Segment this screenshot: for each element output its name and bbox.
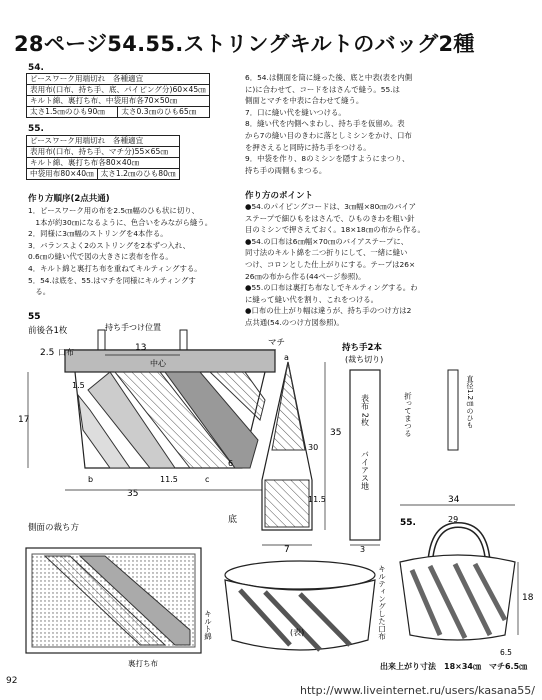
handles-text-1: 表布 2枚 — [360, 394, 370, 426]
order-line: 1本が約30㎝になるように、色合いをみながら縫う。 — [28, 217, 213, 227]
points-line: つけ、コロンとした仕上がりにする。テープは26× — [245, 259, 416, 269]
page-number: 92 — [6, 676, 18, 686]
dim-6: 6 — [228, 459, 234, 468]
handle-stub-right — [180, 330, 187, 350]
materials-54-table — [26, 73, 210, 118]
dim-17: 17 — [18, 415, 30, 425]
materials-55-row: ピースワーク用端切れ 各種適宜 — [27, 136, 180, 147]
order-line: 8．縫い代を内側へまわし、持ち手を仮留め。表 — [245, 119, 405, 129]
quilt-cotton-label: キルト綿 — [203, 610, 213, 640]
bag-54-body — [225, 580, 375, 650]
front-panel — [65, 350, 275, 468]
order-line: 1．ピースワーク用の布を2.5㎝幅のひも状に切り、 — [28, 206, 199, 215]
dim-35: 35 — [127, 489, 139, 499]
order-line: 4．キルト綿と裏打ち布を重ねてキルティングする。 — [28, 263, 202, 273]
gusset-7: 7 — [284, 545, 290, 555]
gusset-30: 30 — [308, 443, 319, 452]
materials-54-cell: 太さ0.3㎝のひも65㎝ — [118, 107, 209, 118]
omote-label: (表) — [290, 628, 305, 637]
handle-stub-left — [98, 330, 105, 350]
points-line: 目のミシンで押さえておく。18×18㎝の布から作る。 — [245, 225, 425, 235]
order-list — [28, 205, 212, 298]
points-line: ステープで細ひもをはさんで、ひものきわを粗い針 — [245, 213, 415, 223]
order-line: 持ち手の両側もまつる。 — [245, 165, 327, 175]
order-line: から7の縫い目のきわに落としミシンをかけ、口布 — [245, 130, 412, 140]
order2-list — [245, 72, 412, 176]
materials-55-cell: 太さ1.2㎝のひも80㎝ — [97, 169, 179, 180]
points-line: ●54.の口布は6㎝幅×70㎝のバイアステープに、 — [245, 236, 409, 246]
order-line: を押さえると同時に持ち手をつける。 — [245, 142, 371, 152]
gusset-pattern — [272, 362, 305, 450]
gusset-a: a — [284, 353, 289, 362]
points-line: 点共通(54.のつけ方図参照)。 — [245, 317, 344, 327]
points-line: 同寸法のキルト綿を二つ折りにして、一緒に縫い — [245, 248, 408, 258]
bag-gusset-6-5: 6.5 — [500, 648, 512, 657]
materials-54-row: ピースワーク用端切れ 各種適宜 — [27, 74, 210, 85]
bag-height-18: 18 — [522, 593, 534, 603]
dim-11-5: 11.5 — [160, 475, 178, 484]
top-band — [65, 350, 275, 372]
cord-label: 直径1.2㎝のひも — [466, 375, 474, 429]
handle-position-label: 持ち手つけ位置 — [105, 323, 161, 332]
diagram-55-label: 55 — [28, 312, 41, 322]
point-b: b — [88, 475, 94, 484]
materials-55-row: 表用布(口布、持ち手、マチ分)55×65㎝ — [27, 147, 180, 158]
order-line: 6．54.は側面を筒に縫った後、底と中表(表を内側 — [245, 73, 413, 82]
order-line: 5．54.は底を、55.はマチを同様にキルティングす — [28, 275, 196, 285]
order-line: 0.6㎝の縫い代で図の大きさに表布を作る。 — [28, 252, 173, 262]
handles-label: 持ち手2本 — [342, 343, 382, 353]
materials-55-cell: 中袋用布80×40㎝ — [27, 169, 98, 180]
bag-top-29: 29 — [448, 515, 459, 524]
quilt-stitch-label: キルティングした口布 — [377, 565, 387, 640]
handles-sub: (裁ち切り) — [345, 355, 384, 364]
points-line: ●54.のパイピングコードは、3㎝幅×80㎝のバイア — [245, 202, 417, 211]
cord-shape — [448, 370, 458, 450]
points-line: に縫って縫い代を割り、これをつける。 — [245, 294, 379, 304]
center-label: 中心 — [150, 359, 166, 368]
gusset-11-5: 11.5 — [308, 495, 326, 504]
gusset-label: マチ — [268, 338, 286, 348]
order-line: 9．中袋を作り、8のミシンを隠すようにまつり、 — [245, 154, 410, 164]
order-line: 側面とマチを中表に合わせて縫う。 — [245, 96, 364, 106]
order-line: 2．同様に3㎝幅のストリングを4本作る。 — [28, 229, 168, 239]
materials-54-row: 表用布(口布、持ち手、底、パイピング分)60×45㎝ — [27, 85, 210, 96]
bag-width-34: 34 — [448, 495, 460, 505]
handles-text-2: バイアス地 — [360, 450, 370, 490]
points-heading: 作り方のポイント — [245, 191, 314, 201]
order-heading: 作り方順序(2点共通) — [28, 194, 110, 204]
fold-label: 折ってまつる — [403, 392, 413, 437]
handles-width: 3 — [360, 545, 366, 554]
watermark-url: http://www.liveinternet.ru/users/kasana55/ — [300, 684, 535, 697]
materials-54-label: 54. — [28, 63, 44, 73]
side-cut-label: 側面の裁ち方 — [28, 523, 80, 533]
dim-1-5: 1.5 — [72, 381, 85, 390]
materials-55-label: 55. — [28, 124, 44, 134]
finished-size: 出来上がり寸法 18×34㎝ マチ6.5㎝ — [380, 662, 528, 671]
order-line: 3．バランスよく2のストリングを2本ずつ入れ、 — [28, 240, 190, 250]
materials-55-table — [26, 135, 180, 180]
front-back-label: 前後各1枚 — [28, 326, 68, 336]
order-line: に)に合わせて、コードをはさんで縫う。55.は — [245, 84, 400, 94]
materials-55-row: キルト綿、裏打ち布各80×40㎝ — [27, 158, 180, 169]
diagram-55b-label: 55. — [400, 518, 416, 528]
materials-54-row: キルト綿、裏打ち布、中袋用布各70×50㎝ — [27, 96, 210, 107]
gusset-35: 35 — [330, 428, 342, 438]
gusset-base — [265, 480, 309, 527]
top-fabric-label: 口布 — [58, 348, 74, 357]
bottom-label: 底 — [228, 515, 238, 525]
backing-label: 裏打ち布 — [128, 659, 158, 668]
points-line: ●口布の仕上がり幅は違うが、持ち手のつけ方は2 — [245, 306, 412, 316]
pattern-diagrams — [0, 300, 542, 670]
order-line: 7．口に縫い代を縫いつける。 — [245, 107, 346, 117]
points-line: 26㎝の布から作る(44ページ参照)。 — [245, 271, 366, 281]
point-c: c — [205, 475, 210, 484]
page-title: 28ページ54.55.ストリングキルトのバッグ2種 — [14, 32, 475, 56]
dim-2-5: 2.5 — [40, 348, 55, 358]
order-line: る。 — [28, 287, 51, 297]
points-line: ●55.の口布は裏打ち布なしでキルティングする。わ — [245, 283, 418, 293]
dim-13: 13 — [135, 343, 147, 353]
materials-54-cell: 太さ1.5㎝のひも90㎝ — [27, 107, 118, 118]
